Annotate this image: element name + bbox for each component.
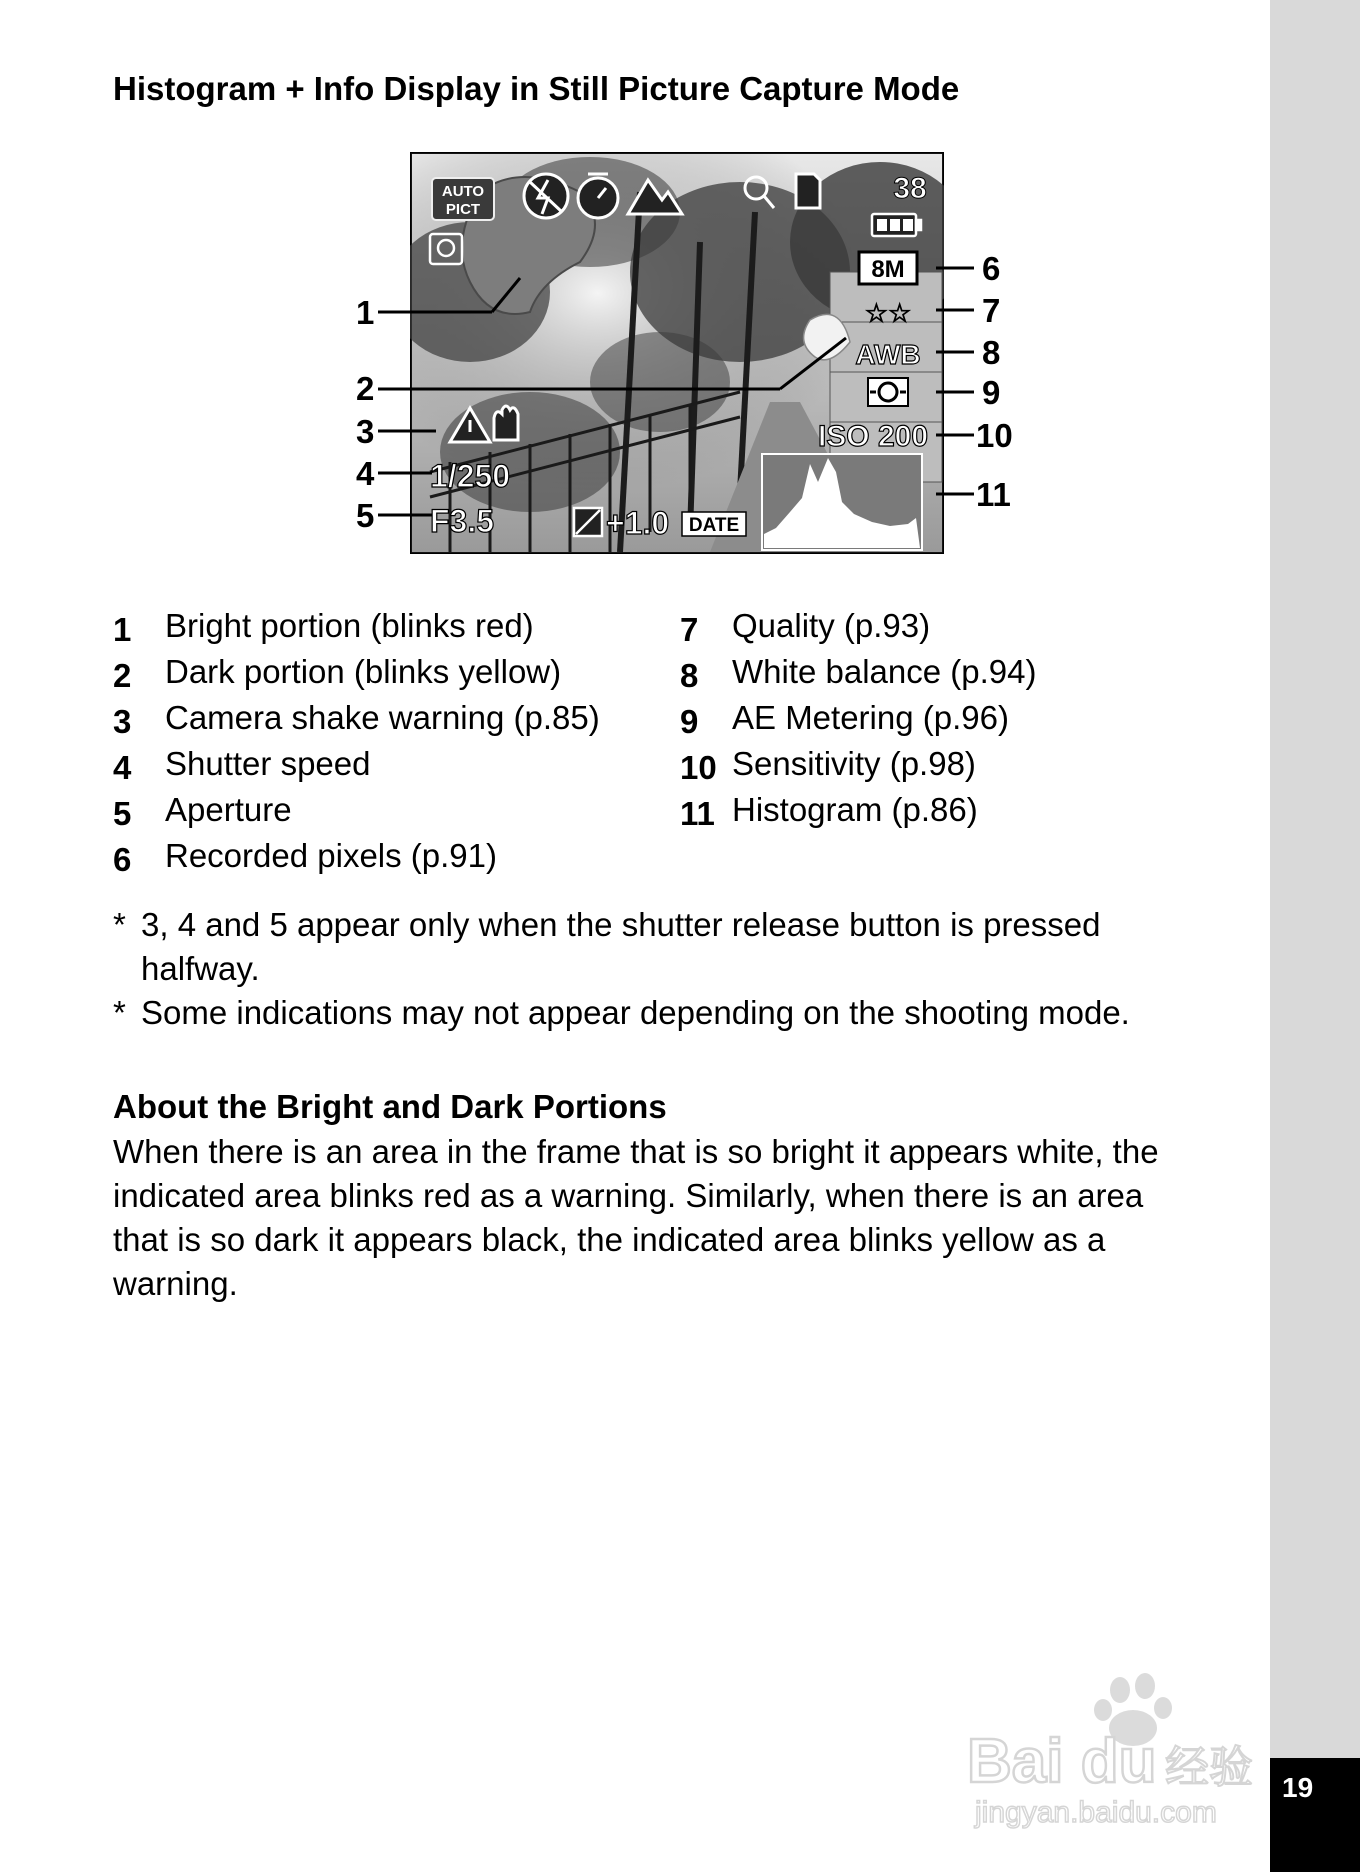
legend-text: Histogram (p.86)	[732, 791, 978, 828]
callout-lines	[0, 0, 1360, 600]
note-asterisk: *	[113, 994, 126, 1031]
quality-stars: ☆☆	[864, 299, 912, 329]
legend-text: Aperture	[165, 791, 292, 828]
legend-number: 11	[680, 795, 715, 832]
page-number: 19	[1282, 1772, 1314, 1803]
legend-text: Sensitivity (p.98)	[732, 745, 976, 782]
legend-text: Shutter speed	[165, 745, 371, 782]
callout-8: 8	[982, 334, 1001, 371]
recorded-pixels-value: 8M	[871, 256, 905, 283]
callout-6: 6	[982, 250, 1001, 287]
callout-9: 9	[982, 374, 1001, 411]
body-paragraph	[113, 1130, 1263, 1306]
section-heading: About the Bright and Dark Portions	[113, 1088, 667, 1125]
legend-text: Recorded pixels (p.91)	[165, 837, 497, 874]
callout-5: 5	[356, 497, 375, 534]
callout-2: 2	[356, 370, 375, 407]
aperture-value: F3.5	[430, 503, 495, 539]
callout-11: 11	[976, 476, 1011, 513]
legend-text: Bright portion (blinks red)	[165, 607, 534, 644]
callout-4: 4	[356, 455, 375, 492]
date-imprint-label: DATE	[688, 515, 740, 536]
legend-text: AE Metering (p.96)	[732, 699, 1009, 736]
mode-label-line2: PICT	[445, 201, 481, 218]
callout-10: 10	[976, 417, 1013, 454]
legend-number: 2	[113, 657, 132, 694]
paragraph-line: When there is an area in the frame that is so bright it appears white, the	[113, 1133, 1159, 1170]
note-asterisk: *	[113, 906, 126, 943]
callout-7: 7	[982, 292, 1001, 329]
sensitivity-indicator: ISO 200	[817, 420, 929, 453]
legend-number: 10	[680, 749, 717, 786]
legend-number: 6	[113, 841, 132, 878]
legend-text: Camera shake warning (p.85)	[165, 699, 600, 736]
mode-label-line1: AUTO	[441, 183, 485, 200]
legend-number: 7	[680, 611, 699, 648]
watermark-brand: Bai du	[967, 1727, 1157, 1796]
legend-number: 8	[680, 657, 699, 694]
note-text: 3, 4 and 5 appear only when the shutter release button is pressed	[141, 906, 1101, 943]
watermark-cn: 经验	[1165, 1742, 1253, 1793]
legend-text: Quality (p.93)	[732, 607, 931, 644]
legend-number: 4	[113, 749, 132, 786]
paragraph-line: warning.	[113, 1265, 238, 1302]
legend-text: Dark portion (blinks yellow)	[165, 653, 562, 690]
shutter-speed-value: 1/250	[430, 458, 511, 494]
white-balance-indicator: AWB	[855, 339, 921, 370]
legend-number: 1	[113, 611, 132, 648]
paragraph-line: indicated area blinks red as a warning. Similarly, when there is an area	[113, 1177, 1144, 1214]
page-heading: Histogram + Info Display in Still Picture Capture Mode	[113, 70, 960, 107]
paragraph-line: that is so dark it appears black, the indicated area blinks yellow as a	[113, 1221, 1106, 1258]
callout-1: 1	[356, 294, 375, 331]
note-text: halfway.	[141, 950, 260, 987]
legend-number: 5	[113, 795, 132, 832]
exposure-compensation-value: +1.0	[606, 505, 670, 541]
shots-remaining: 38	[893, 172, 927, 205]
legend-number: 9	[680, 703, 699, 740]
legend-number: 3	[113, 703, 132, 740]
baidu-watermark	[965, 1670, 1275, 1830]
legend-text: White balance (p.94)	[732, 653, 1037, 690]
note-text: Some indications may not appear depending on the shooting mode.	[141, 994, 1130, 1031]
callout-3: 3	[356, 413, 375, 450]
watermark-url: jingyan.baidu.com	[975, 1796, 1217, 1829]
